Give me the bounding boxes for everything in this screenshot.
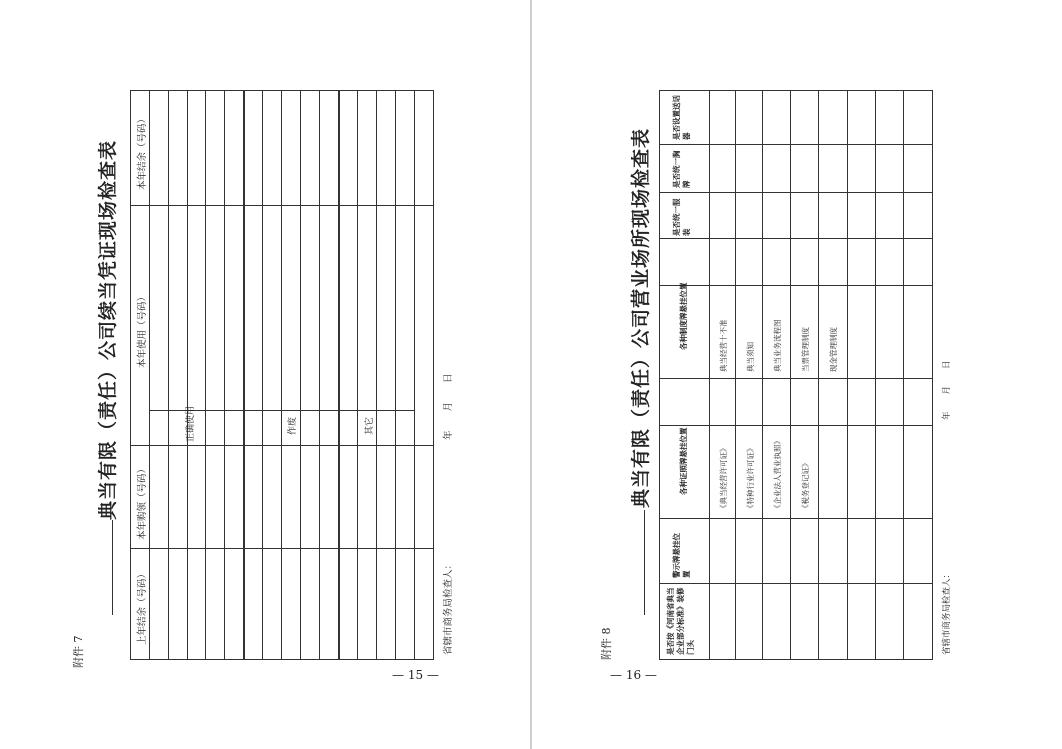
license-item-pawn-permit: 《典当经营许可证》 bbox=[719, 444, 728, 512]
document-page-16 bbox=[532, 0, 1062, 749]
footer-date: 年 月 日 bbox=[443, 373, 454, 440]
title-underline bbox=[112, 520, 113, 615]
license-item-tax-registration: 《税务登记证》 bbox=[801, 459, 810, 512]
license-item-business-license: 《企业法人营业执照》 bbox=[773, 437, 782, 512]
page-number: — 16 — bbox=[610, 668, 657, 682]
system-item-notice: 典当须知 bbox=[746, 342, 755, 372]
system-item-ten-prohibitions: 典当经营十不准 bbox=[719, 319, 728, 372]
footer-inspector: 省辖市商务局检查人： bbox=[942, 569, 952, 655]
page-number: — 15 — bbox=[392, 668, 439, 682]
header-prev-balance: 上年结余（号码） bbox=[137, 568, 148, 645]
header-used: 本年使用（号码） bbox=[137, 291, 148, 368]
annex-label: 附件 8 bbox=[600, 627, 613, 660]
system-item-cash-management: 现金管理制度 bbox=[829, 327, 838, 372]
header-system-board: 各种制度牌悬挂位置 bbox=[679, 282, 688, 350]
document-page-15 bbox=[0, 0, 530, 749]
header-purchased: 本年购领（号码） bbox=[137, 463, 148, 540]
header-facade: 是否按《河南省典当企业部分标准》装修门头 bbox=[666, 587, 695, 655]
footer-inspector: 省辖市商务局检查人： bbox=[443, 559, 454, 655]
annex-label: 附件 7 bbox=[72, 635, 85, 668]
header-microphone: 是否设置送话器 bbox=[672, 95, 691, 140]
header-uniform: 是否统一服装 bbox=[672, 198, 691, 236]
system-item-flowchart: 典当业务流程图 bbox=[773, 319, 782, 372]
header-license-board: 各种证照牌悬挂位置 bbox=[679, 427, 688, 495]
page-title: 典当有限（责任）公司续当凭证现场检查表 bbox=[97, 139, 119, 520]
page-title: 典当有限（责任）公司营业场所现场检查表 bbox=[630, 127, 652, 508]
header-balance: 本年结余（号码） bbox=[137, 113, 148, 190]
license-item-special-permit: 《特种行业许可证》 bbox=[746, 444, 755, 512]
header-warning-sign: 警示牌悬挂位置 bbox=[672, 533, 691, 578]
row-label-other: 其它 bbox=[365, 416, 375, 435]
title-underline bbox=[644, 510, 645, 615]
footer-date: 年 月 日 bbox=[942, 360, 952, 420]
row-label-void: 作废 bbox=[288, 416, 298, 435]
row-label-correct-use: 正确使用 bbox=[186, 405, 196, 442]
system-item-ticket-management: 当票管理制度 bbox=[801, 327, 810, 372]
header-badge: 是否统一胸牌 bbox=[672, 150, 691, 188]
